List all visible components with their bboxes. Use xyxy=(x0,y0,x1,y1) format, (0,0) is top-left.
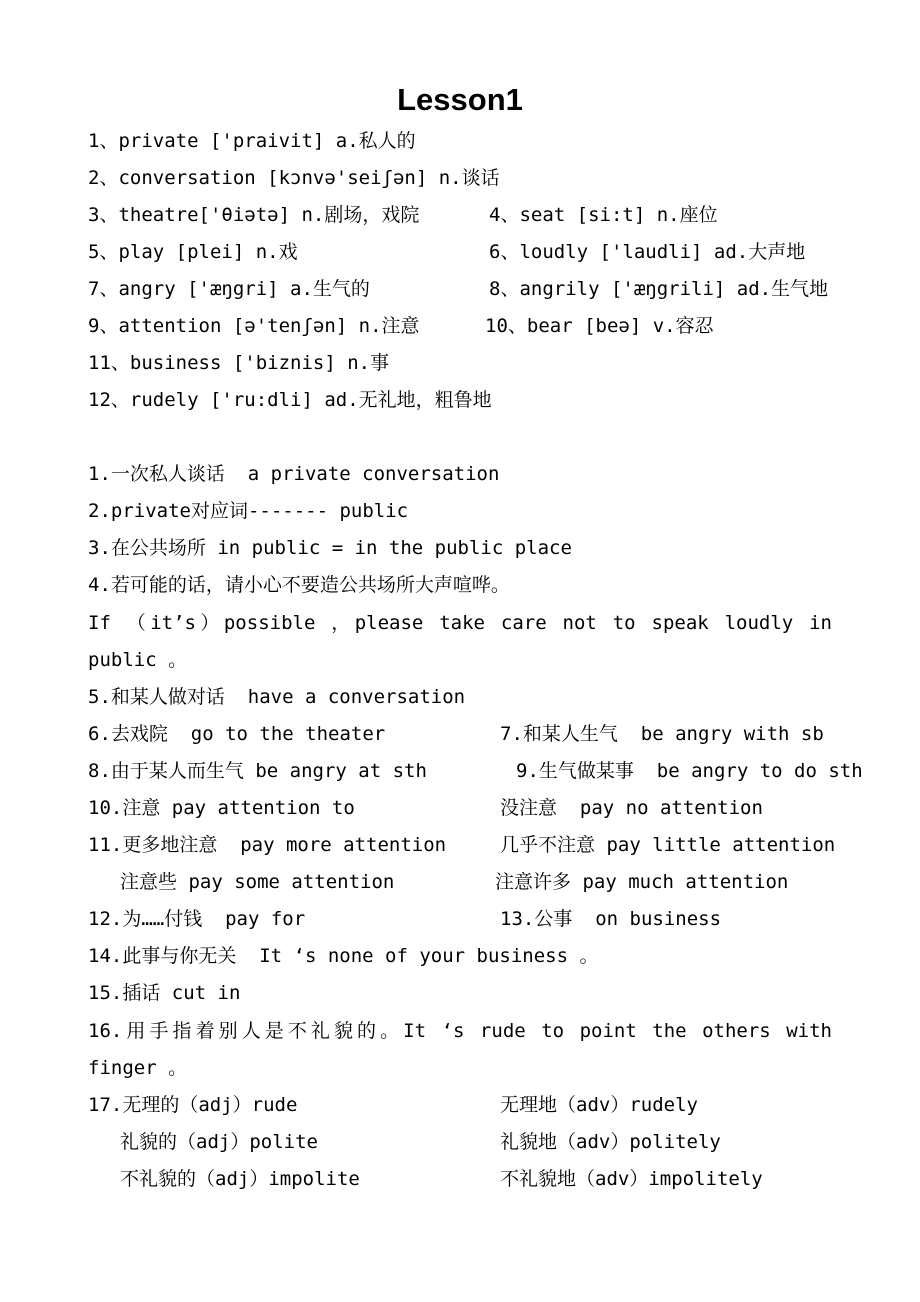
phrase-item: 几乎不注意 pay little attention xyxy=(500,834,836,856)
phrase-item: If （it’s）possible ，please take care not to speak loudly in xyxy=(88,612,832,634)
phrase-item: public 。 xyxy=(88,649,188,671)
phrase-item: 2.private对应词------- public xyxy=(88,500,409,522)
vocab-item: 3、theatre['θiətə] n.剧场，戏院 xyxy=(88,204,420,226)
phrase-item: 不礼貌地（adv）impolitely xyxy=(500,1168,763,1190)
phrase-item: 13.公事 on business xyxy=(500,908,722,930)
vocab-item: 2、conversation [kɔnvə'seiʃən] n.谈话 xyxy=(88,167,500,189)
phrase-item: 6.去戏院 go to the theater xyxy=(88,723,386,745)
phrase-item: 礼貌地（adv）politely xyxy=(500,1131,721,1153)
phrase-item: 4.若可能的话，请小心不要造公共场所大声喧哗。 xyxy=(88,574,510,596)
phrase-item: 14.此事与你无关 It ‘s none of your business 。 xyxy=(88,945,599,967)
phrase-item: 9.生气做某事 be angry to do sth xyxy=(516,760,863,782)
phrase-item: 10.注意 pay attention to xyxy=(88,797,355,819)
vocab-item: 1、private ['praivit] a.私人的 xyxy=(88,130,416,152)
vocab-item: 8、angrily ['æŋgrili] ad.生气地 xyxy=(489,278,829,300)
phrase-item: 没注意 pay no attention xyxy=(500,797,763,819)
phrase-item: 不礼貌的（adj）impolite xyxy=(120,1168,360,1190)
phrase-item: 7.和某人生气 be angry with sb xyxy=(500,723,824,745)
phrase-item: 礼貌的（adj）polite xyxy=(120,1131,318,1153)
phrase-item: 12.为……付钱 pay for xyxy=(88,908,306,930)
phrase-item: 11.更多地注意 pay more attention xyxy=(88,834,447,856)
phrase-item: 3.在公共场所 in public = in the public place xyxy=(88,537,572,559)
phrase-item: finger 。 xyxy=(88,1057,188,1079)
phrase-item: 1.一次私人谈话 a private conversation xyxy=(88,463,500,485)
phrase-item: 15.插话 cut in xyxy=(88,982,241,1004)
page-title: Lesson1 xyxy=(397,82,523,117)
phrase-item: 8.由于某人而生气 be angry at sth xyxy=(88,760,427,782)
vocab-item: 6、loudly ['laudli] ad.大声地 xyxy=(489,241,806,263)
vocab-item: 11、business ['biznis] n.事 xyxy=(88,352,390,374)
vocab-item: 12、rudely ['ru:dli] ad.无礼地，粗鲁地 xyxy=(88,389,492,411)
phrase-item: 注意些 pay some attention xyxy=(120,871,395,893)
phrase-item: 无理地（adv）rudely xyxy=(500,1094,698,1116)
vocab-item: 5、play [plei] n.戏 xyxy=(88,241,298,263)
vocab-item: 4、seat [si:t] n.座位 xyxy=(489,204,718,226)
phrase-item: 注意许多 pay much attention xyxy=(495,871,789,893)
vocab-item: 9、attention [ə'tenʃən] n.注意 xyxy=(88,315,420,337)
vocab-item: 10、bear [beə] v.容忍 xyxy=(485,315,714,337)
phrase-item: 5.和某人做对话 have a conversation xyxy=(88,686,466,708)
vocab-item: 7、angry ['æŋgri] a.生气的 xyxy=(88,278,370,300)
phrase-item: 17.无理的（adj）rude xyxy=(88,1094,298,1116)
phrase-item: 16.用手指着别人是不礼貌的。It ‘s rude to point the others with xyxy=(88,1020,832,1042)
